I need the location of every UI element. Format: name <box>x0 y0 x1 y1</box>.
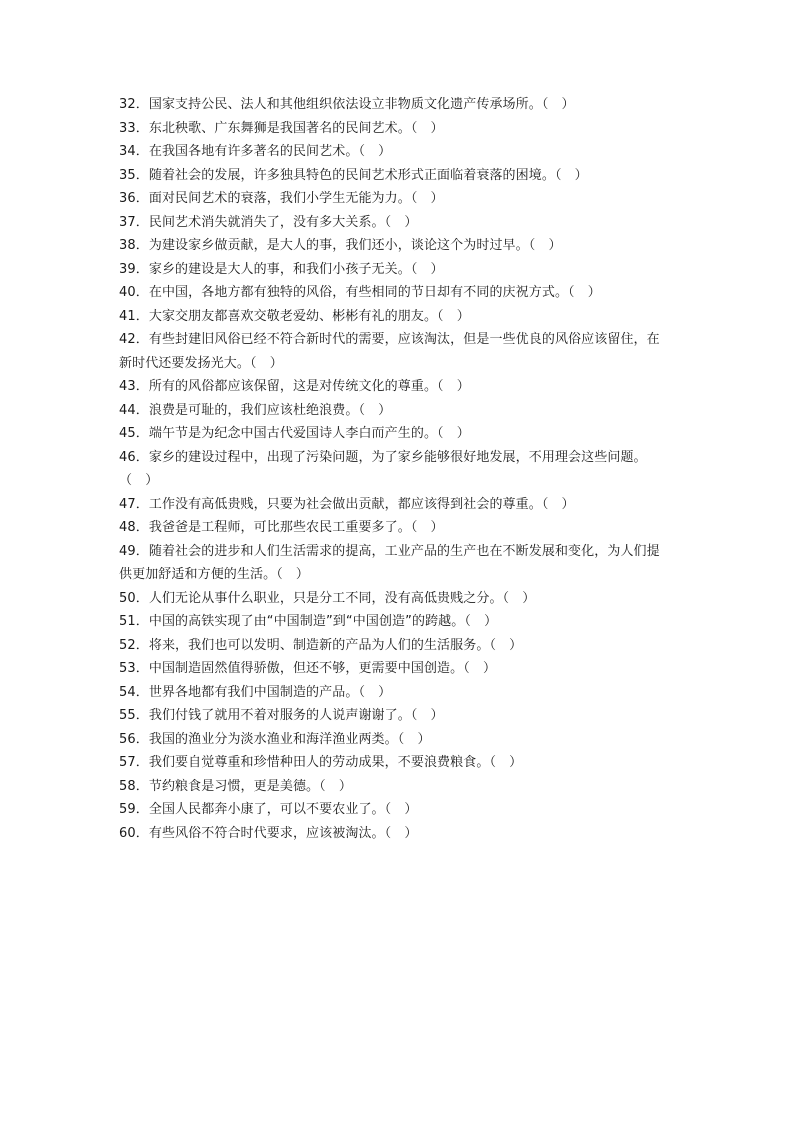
question-45: 45．端午节是为纪念中国古代爱国诗人李白而产生的。（ ） <box>119 426 470 441</box>
question-36: 36．面对民间艺术的衰落，我们小学生无能为力。（ ） <box>119 191 444 206</box>
question-39: 39．家乡的建设是大人的事，和我们小孩子无关。（ ） <box>119 261 444 277</box>
question-34: 34．在我国各地有许多著名的民间艺术。（ ） <box>119 144 392 159</box>
question-33: 33．东北秧歌、广东舞狮是我国著名的民间艺术。（ ） <box>119 120 444 136</box>
question-35: 35．随着社会的发展，许多独具特色的民间艺术形式正面临着衰落的困境。（ ） <box>119 167 588 183</box>
question-37: 37．民间艺术消失就消失了，没有多大关系。（ ） <box>119 214 418 230</box>
question-38: 38．为建设家乡做贡献，是大人的事，我们还小，谈论这个为时过早。（ ） <box>119 238 562 253</box>
question-50: 50．人们无论从事什么职业，只是分工不同，没有高低贵贱之分。（ ） <box>119 590 536 606</box>
question-60: 60．有些风俗不符合时代要求，应该被淘汰。（ ） <box>119 825 418 841</box>
question-49: 49．随着社会的进步和人们生活需求的提高，工业产品的生产也在不断发展和变化，为人们提供更加舒适和方便的生活。（ ） <box>119 543 660 582</box>
question-47: 47．工作没有高低贵贱，只要为社会做出贡献，都应该得到社会的尊重。（ ） <box>119 496 575 512</box>
question-42: 42．有些封建旧风俗已经不符合新时代的需要，应该淘汰，但是一些优良的风俗应该留住，在新时代还要发扬光大。（ ） <box>119 332 660 371</box>
question-46: 46．家乡的建设过程中，出现了污染问题，为了家乡能够很好地发展，不用理会这些问题。（ ） <box>119 449 647 488</box>
question-53: 53．中国制造固然值得骄傲，但还不够，更需要中国创造。（ ） <box>119 661 497 676</box>
question-list <box>119 93 671 845</box>
question-41: 41．大家交朋友都喜欢交敬老爱幼、彬彬有礼的朋友。（ ） <box>119 308 470 324</box>
question-55: 55．我们付钱了就用不着对服务的人说声谢谢了。（ ） <box>119 708 444 723</box>
question-32: 32．国家支持公民、法人和其他组织依法设立非物质文化遗产传承场所。（ ） <box>119 97 575 112</box>
question-59: 59．全国人民都奔小康了，可以不要农业了。（ ） <box>119 802 418 817</box>
question-52: 52．将来，我们也可以发明、制造新的产品为人们的生活服务。（ ） <box>119 637 523 653</box>
question-56: 56．我国的渔业分为淡水渔业和海洋渔业两类。（ ） <box>119 731 431 747</box>
question-48: 48．我爸爸是工程师，可比那些农民工重要多了。（ ） <box>119 520 444 535</box>
question-40: 40．在中国，各地方都有独特的风俗，有些相同的节日却有不同的庆祝方式。（ ） <box>119 285 601 300</box>
question-58: 58．节约粮食是习惯，更是美德。（ ） <box>119 778 352 794</box>
question-54: 54．世界各地都有我们中国制造的产品。（ ） <box>119 684 392 700</box>
question-44: 44．浪费是可耻的，我们应该杜绝浪费。（ ） <box>119 402 392 418</box>
question-43: 43．所有的风俗都应该保留，这是对传统文化的尊重。（ ） <box>119 379 470 394</box>
question-57: 57．我们要自觉尊重和珍惜种田人的劳动成果，不要浪费粮食。（ ） <box>119 755 523 770</box>
question-51: 51．中国的高铁实现了由“中国制造”到“中国创造”的跨越。（ ） <box>119 614 498 629</box>
